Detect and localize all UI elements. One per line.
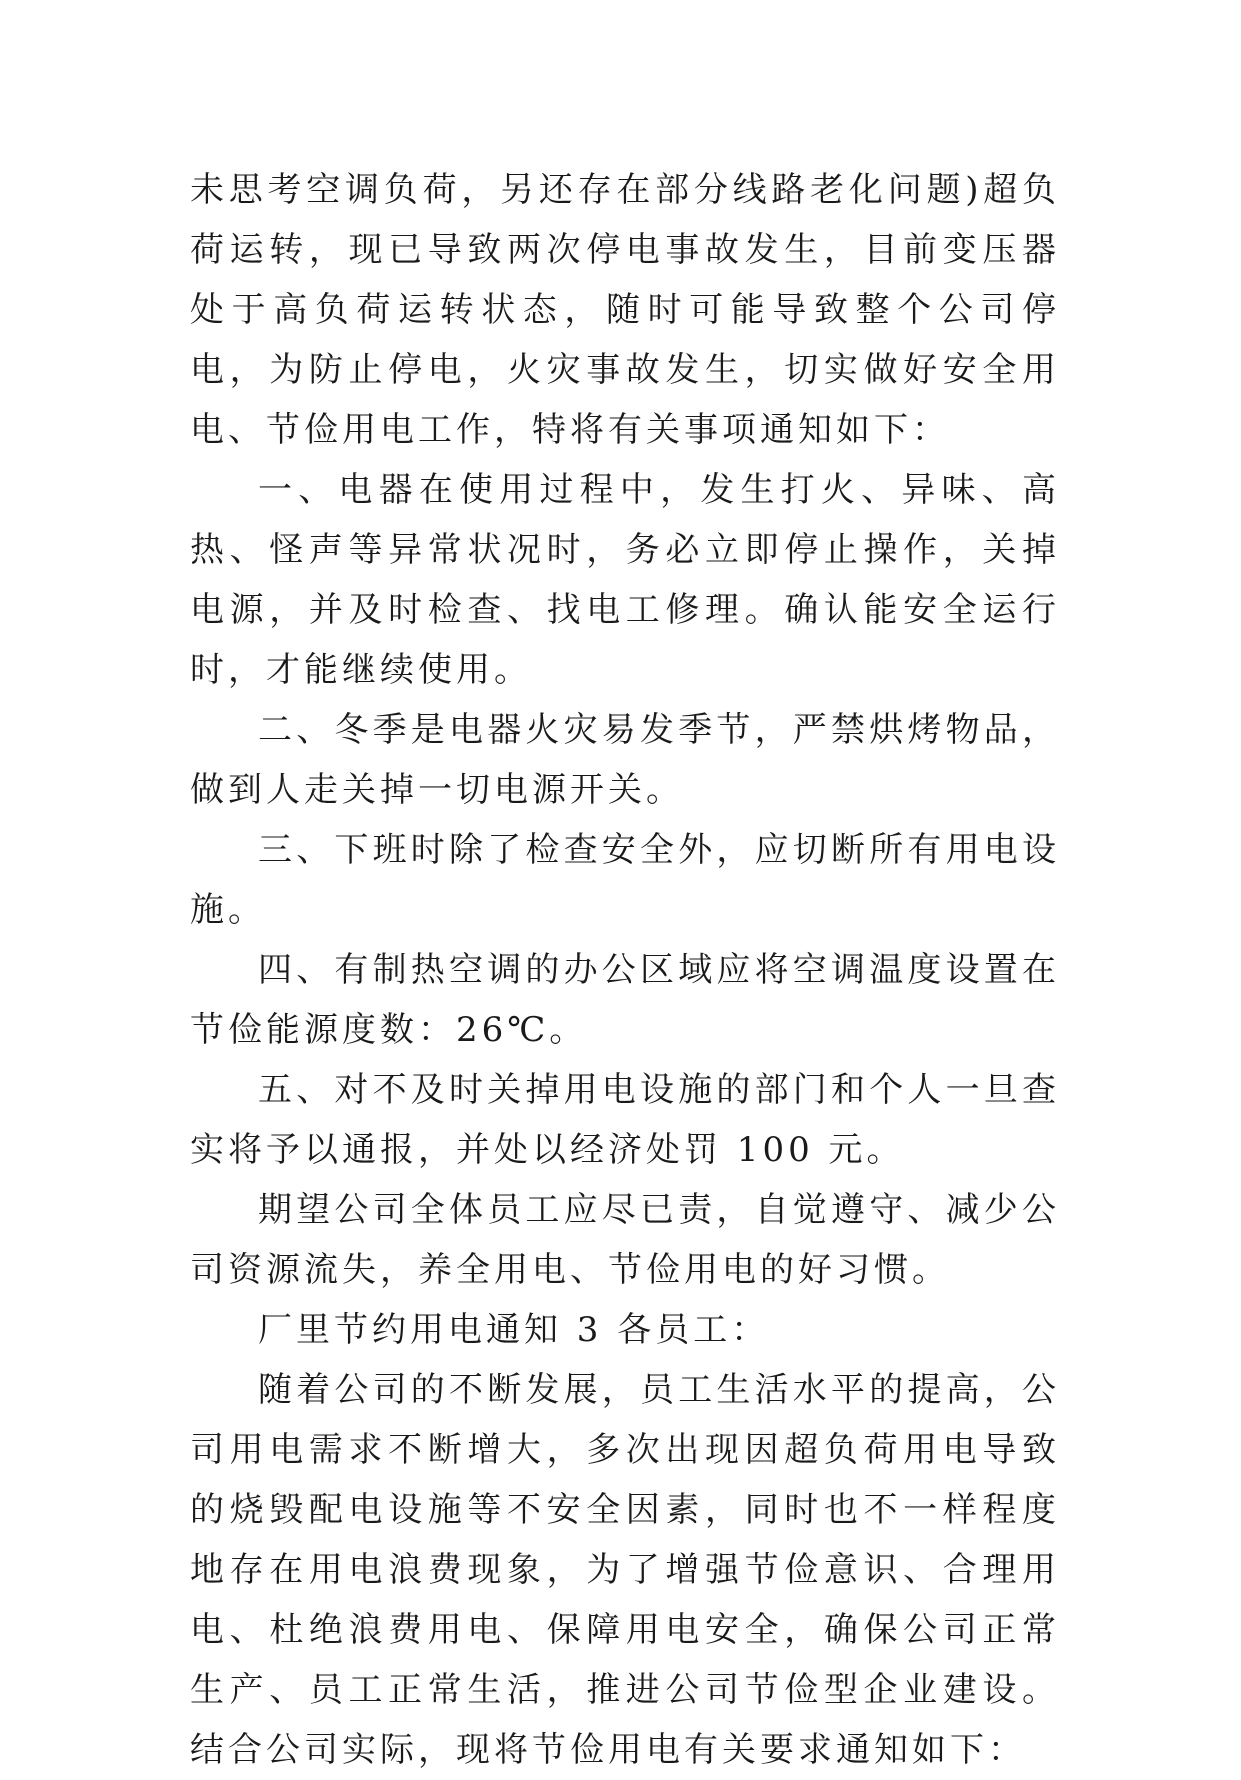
paragraph-item-2: 二、冬季是电器火灾易发季节，严禁烘烤物品，做到人走关掉一切电源开关。 [190,710,1060,810]
document-body [190,160,1060,1780]
paragraph-item-5: 五、对不及时关掉用电设施的部门和个人一旦查实将予以通报，并处以经济处罚 100 元。 [190,1070,1060,1170]
paragraph-notice-3-body: 随着公司的不断发展，员工生活水平的提高，公司用电需求不断增大，多次出现因超负荷用电导致的烧毁配电设施等不安全因素，同时也不一样程度地存在用电浪费现象，为了增强节俭意识、合理用电、杜绝浪费用电、保障用电安全，确保公司正常生产、员工正常生活，推进公司节俭型企业建设。结合公司实际，现将节俭用电有关要求通知如下： [190,1370,1060,1770]
paragraph-item-3: 三、下班时除了检查安全外，应切断所有用电设施。 [190,830,1060,930]
paragraph-notice-3-heading: 厂里节约用电通知 3 各员工： [258,1310,770,1350]
paragraph-closing: 期望公司全体员工应尽已责，自觉遵守、减少公司资源流失，养全用电、节俭用电的好习惯。 [190,1190,1060,1290]
paragraph-intro-continuation: 未思考空调负荷，另还存在部分线路老化问题)超负荷运转，现已导致两次停电事故发生，目前变压器处于高负荷运转状态，随时可能导致整个公司停电，为防止停电，火灾事故发生，切实做好安全用电、节俭用电工作，特将有关事项通知如下： [190,170,1060,450]
paragraph-item-1: 一、电器在使用过程中，发生打火、异味、高热、怪声等异常状况时，务必立即停止操作，关掉电源，并及时检查、找电工修理。确认能安全运行时，才能继续使用。 [190,470,1060,690]
paragraph-item-4: 四、有制热空调的办公区域应将空调温度设置在节俭能源度数：26℃。 [190,950,1060,1050]
